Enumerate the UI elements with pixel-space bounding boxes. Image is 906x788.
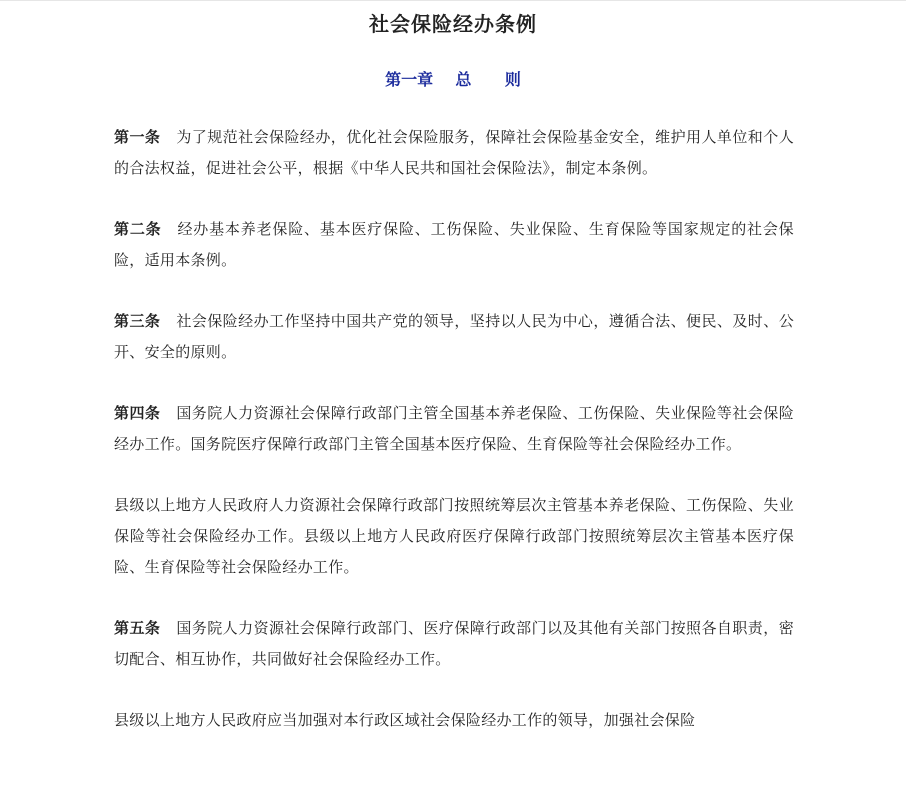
article-4-paragraph-2 <box>114 490 794 583</box>
article-1 <box>114 122 794 184</box>
article-text: 经办基本养老保险、基本医疗保险、工伤保险、失业保险、生育保险等国家规定的社会保险，适用本条例。 <box>114 220 794 269</box>
article-number: 第三条 <box>114 312 161 330</box>
chapter-name-part1: 总 <box>455 70 472 89</box>
article-list <box>114 122 794 766</box>
article-text: 县级以上地方人民政府人力资源社会保障行政部门按照统筹层次主管基本养老保险、工伤保险、失业保险等社会保险经办工作。县级以上地方人民政府医疗保障行政部门按照统筹层次主管基本医疗保险、生育保险等社会保险经办工作。 <box>114 496 794 576</box>
chapter-name-part2: 则 <box>504 70 521 89</box>
article-text: 为了规范社会保险经办，优化社会保险服务，保障社会保险基金安全，维护用人单位和个人的合法权益，促进社会公平，根据《中华人民共和国社会保险法》，制定本条例。 <box>114 128 794 177</box>
article-text: 国务院人力资源社会保障行政部门、医疗保障行政部门以及其他有关部门按照各自职责，密切配合、相互协作，共同做好社会保险经办工作。 <box>114 619 794 668</box>
document-title: 社会保险经办条例 <box>369 12 537 36</box>
article-4 <box>114 398 794 460</box>
article-2 <box>114 214 794 276</box>
article-5 <box>114 613 794 675</box>
chapter-heading <box>0 68 906 92</box>
article-3 <box>114 306 794 368</box>
article-text: 国务院人力资源社会保障行政部门主管全国基本养老保险、工伤保险、失业保险等社会保险经办工作。国务院医疗保障行政部门主管全国基本医疗保险、生育保险等社会保险经办工作。 <box>114 404 794 453</box>
article-5-paragraph-2 <box>114 705 794 736</box>
article-text: 社会保险经办工作坚持中国共产党的领导，坚持以人民为中心，遵循合法、便民、及时、公开、安全的原则。 <box>114 312 794 361</box>
top-divider <box>0 0 906 1</box>
article-number: 第二条 <box>114 220 162 238</box>
article-number: 第一条 <box>114 128 161 146</box>
chapter-number: 第一章 <box>385 70 434 89</box>
article-text: 县级以上地方人民政府应当加强对本行政区域社会保险经办工作的领导，加强社会保险 <box>114 711 696 729</box>
article-number: 第五条 <box>114 619 161 637</box>
article-number: 第四条 <box>114 404 161 422</box>
